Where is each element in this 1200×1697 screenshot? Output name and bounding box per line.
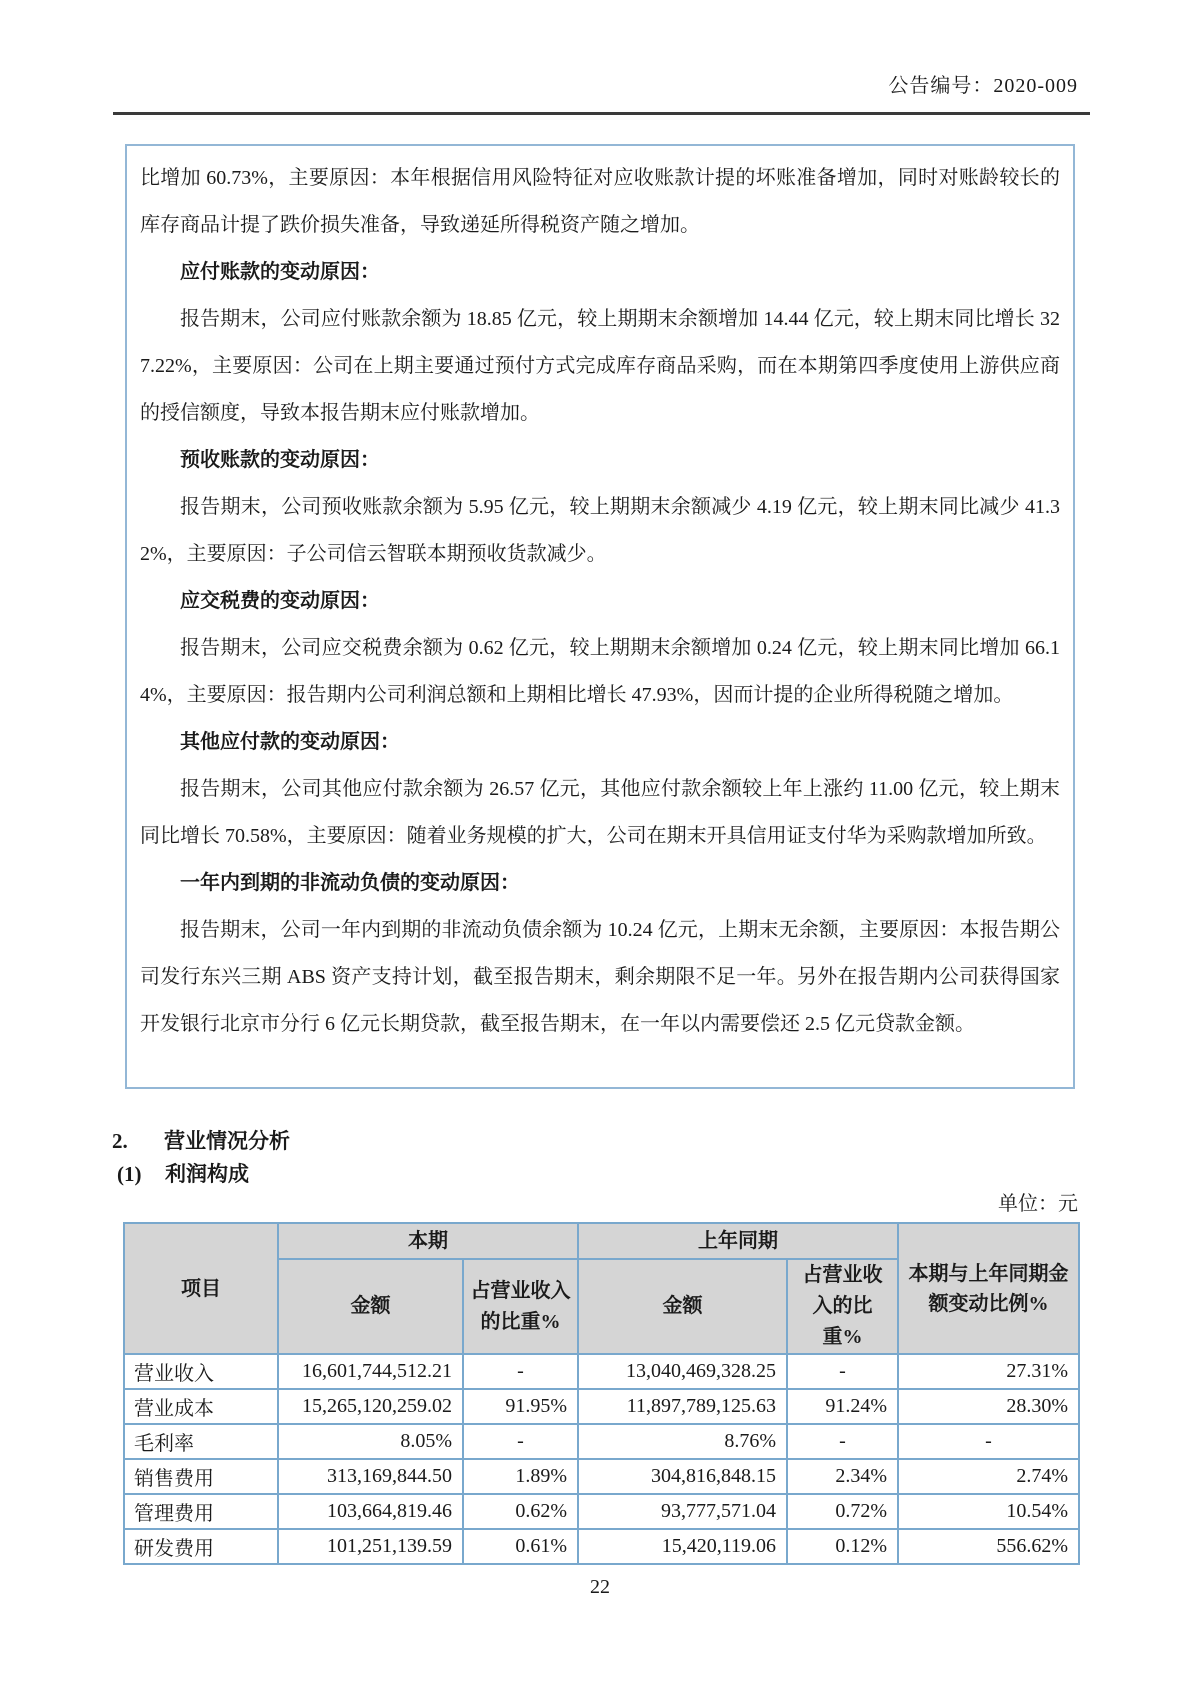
- section-heading-operations-analysis: [112, 1127, 1200, 1155]
- table-cell: 556.62%: [898, 1529, 1079, 1564]
- subsection-number: (1): [117, 1162, 142, 1186]
- box-heading-taxes-payable: 应交税费的变动原因：: [180, 590, 380, 612]
- table-cell: -: [898, 1424, 1079, 1459]
- table-cell: 15,420,119.06: [578, 1529, 787, 1564]
- col-header-ratio-prior: 占营业收入的比重%: [787, 1259, 898, 1354]
- table-cell: -: [787, 1354, 898, 1389]
- table-cell: 91.95%: [463, 1389, 578, 1424]
- table-cell: 营业成本: [124, 1389, 278, 1424]
- table-cell: 1.89%: [463, 1459, 578, 1494]
- table-cell: 304,816,848.15: [578, 1459, 787, 1494]
- table-cell: 0.12%: [787, 1529, 898, 1564]
- table-cell: 2.34%: [787, 1459, 898, 1494]
- table-cell: 313,169,844.50: [278, 1459, 463, 1494]
- table-row-cost: [124, 1389, 1079, 1424]
- table-cell: 27.31%: [898, 1354, 1079, 1389]
- subsection-title: 利润构成: [165, 1162, 249, 1186]
- paragraph-other-payables: 报告期末，公司其他应付款余额为 26.57 亿元，其他应付款余额较上年上涨约 11.00 亿元，较上期末同比增长 70.58%，主要原因：随着业务规模的扩大，公司在期末开具信用证支付华为采购款增加所致。: [140, 778, 1060, 847]
- paragraph-advances-received: 报告期末，公司预收账款余额为 5.95 亿元，较上期期末余额减少 4.19 亿元，较上期末同比减少 41.32%，主要原因：子公司信云智联本期预收货款减少。: [140, 496, 1060, 565]
- col-header-prior-period: 上年同期: [578, 1223, 898, 1259]
- content-box: [125, 144, 1075, 1089]
- table-cell: 管理费用: [124, 1494, 278, 1529]
- table-row-admin-expense: [124, 1494, 1079, 1529]
- col-header-item: 项目: [124, 1223, 278, 1354]
- col-header-current-period: 本期: [278, 1223, 578, 1259]
- box-heading-noncurrent-liabilities: 一年内到期的非流动负债的变动原因：: [180, 872, 520, 894]
- table-cell: 13,040,469,328.25: [578, 1354, 787, 1389]
- table-cell: 101,251,139.59: [278, 1529, 463, 1564]
- paragraph-continuation: 比增加 60.73%，主要原因：本年根据信用风险特征对应收账款计提的坏账准备增加，同时对账龄较长的库存商品计提了跌价损失准备，导致递延所得税资产随之增加。: [140, 167, 1060, 236]
- table-row-rd-expense: [124, 1529, 1079, 1564]
- announcement-number: 公告编号：2020-009: [888, 75, 1078, 97]
- table-cell: 8.76%: [578, 1424, 787, 1459]
- table-cell: -: [787, 1424, 898, 1459]
- table-row-selling-expense: [124, 1459, 1079, 1494]
- table-cell: 11,897,789,125.63: [578, 1389, 787, 1424]
- paragraph-noncurrent-liabilities: 报告期末，公司一年内到期的非流动负债余额为 10.24 亿元，上期末无余额，主要原因：本报告期公司发行东兴三期 ABS 资产支持计划，截至报告期末，剩余期限不足一年。另外在报告期内公司获得国家开发银行北京市分行 6 亿元长期贷款，截至报告期末，在一年以内需要偿还 2.5 亿元贷款金额。: [140, 919, 1060, 1035]
- table-row-revenue: [124, 1354, 1079, 1389]
- table-cell: 10.54%: [898, 1494, 1079, 1529]
- table-cell: 16,601,744,512.21: [278, 1354, 463, 1389]
- table-cell: -: [463, 1424, 578, 1459]
- table-cell: 8.05%: [278, 1424, 463, 1459]
- table-cell: 0.72%: [787, 1494, 898, 1529]
- section-number: 2.: [112, 1129, 128, 1153]
- header-rule: [113, 112, 1090, 115]
- profit-composition-table: [123, 1222, 1080, 1565]
- table-cell: 研发费用: [124, 1529, 278, 1564]
- table-cell: -: [463, 1354, 578, 1389]
- table-cell: 0.62%: [463, 1494, 578, 1529]
- subsection-heading-profit-composition: [117, 1160, 1200, 1188]
- unit-label: 单位：元: [998, 1193, 1078, 1215]
- table-cell: 91.24%: [787, 1389, 898, 1424]
- box-heading-advances-received: 预收账款的变动原因：: [180, 449, 380, 471]
- table-cell: 营业收入: [124, 1354, 278, 1389]
- table-cell: 28.30%: [898, 1389, 1079, 1424]
- paragraph-accounts-payable: 报告期末，公司应付账款余额为 18.85 亿元，较上期期末余额增加 14.44 亿元，较上期末同比增长 327.22%，主要原因：公司在上期主要通过预付方式完成库存商品采购，而在本期第四季度使用上游供应商的授信额度，导致本报告期末应付账款增加。: [140, 308, 1060, 424]
- table-cell: 2.74%: [898, 1459, 1079, 1494]
- col-header-amount-prior: 金额: [578, 1259, 787, 1354]
- table-cell: 103,664,819.46: [278, 1494, 463, 1529]
- table-cell: 15,265,120,259.02: [278, 1389, 463, 1424]
- col-header-change-ratio: 本期与上年同期金额变动比例%: [898, 1223, 1079, 1354]
- box-heading-accounts-payable: 应付账款的变动原因：: [180, 261, 380, 283]
- col-header-amount-current: 金额: [278, 1259, 463, 1354]
- table-cell: 销售费用: [124, 1459, 278, 1494]
- col-header-ratio-current: 占营业收入的比重%: [463, 1259, 578, 1354]
- box-heading-other-payables: 其他应付款的变动原因：: [180, 731, 400, 753]
- table-cell: 93,777,571.04: [578, 1494, 787, 1529]
- table-cell: 毛利率: [124, 1424, 278, 1459]
- paragraph-taxes-payable: 报告期末，公司应交税费余额为 0.62 亿元，较上期期末余额增加 0.24 亿元，较上期末同比增加 66.14%，主要原因：报告期内公司利润总额和上期相比增长 47.93%，因而计提的企业所得税随之增加。: [140, 637, 1060, 706]
- section-title: 营业情况分析: [164, 1129, 290, 1153]
- table-cell: 0.61%: [463, 1529, 578, 1564]
- table-row-gross-margin: [124, 1424, 1079, 1459]
- page-number: 22: [590, 1576, 610, 1598]
